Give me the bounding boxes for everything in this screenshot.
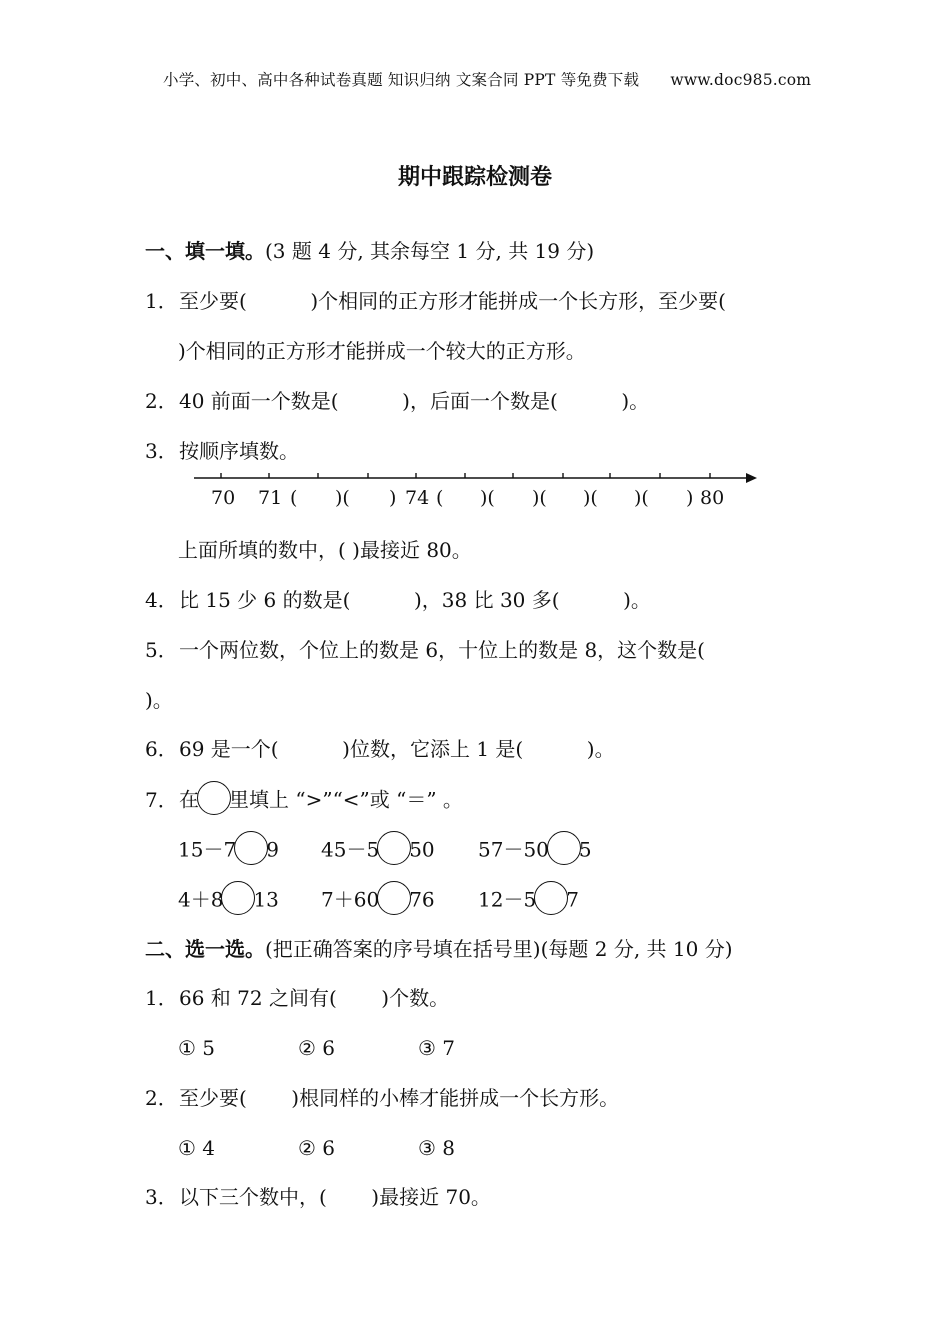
- nl-blank: )(: [634, 487, 649, 509]
- s1-q3-after: 上面所填的数中，( )最接近 80。: [178, 538, 472, 562]
- s1-q2: [145, 386, 649, 416]
- s1-q3-number: 3．: [145, 439, 178, 463]
- s1-q7-post: 里填上 “>”“<”或 “＝” 。: [229, 787, 463, 812]
- s1-q3-text: 按顺序填数。: [179, 439, 299, 463]
- section2-title: 二、选一选。: [145, 937, 265, 961]
- compare-circle[interactable]: [221, 881, 255, 915]
- s1-q1-number: 1．: [145, 289, 178, 313]
- s1-q6-text: 69 是一个( )位数，它添上 1 是( )。: [179, 737, 615, 761]
- s2-q2-options: [178, 1133, 538, 1163]
- compare-row-2: [178, 884, 579, 918]
- s1-q1-text-line1: 至少要( )个相同的正方形才能拼成一个长方形，至少要(: [179, 289, 726, 313]
- compare-circle[interactable]: [534, 881, 568, 915]
- compare-circle[interactable]: [377, 881, 411, 915]
- compare-right: 50: [409, 837, 435, 862]
- nl-label-71: 71: [258, 487, 283, 509]
- compare-right: 7: [566, 887, 579, 912]
- s2-q3: [145, 1182, 491, 1212]
- compare-left: 45－5: [321, 837, 380, 862]
- nl-blank: )(: [335, 487, 350, 509]
- option-1[interactable]: ① 5: [178, 1036, 216, 1060]
- s2-q1-number: 1．: [145, 986, 178, 1010]
- s1-q7-pre: 在: [179, 787, 199, 812]
- nl-blank-close: ): [686, 487, 694, 509]
- compare-right: 13: [253, 887, 279, 912]
- header-text: 小学、初中、高中各种试卷真题 知识归纳 文案合同 PPT 等免费下载: [163, 71, 640, 89]
- s1-q6-number: 6．: [145, 737, 178, 761]
- compare-left: 7＋60: [321, 887, 380, 912]
- s1-q2-text: 40 前面一个数是( )，后面一个数是( )。: [179, 389, 650, 413]
- s1-q6: [145, 734, 615, 764]
- nl-blank: )(: [583, 487, 598, 509]
- s1-q1-line1: [145, 286, 726, 316]
- nl-label-74: 74: [405, 487, 430, 509]
- nl-blank-open: (: [436, 487, 444, 509]
- compare-circle[interactable]: [377, 831, 411, 865]
- option-3[interactable]: ③ 8: [418, 1136, 456, 1160]
- page-header: [163, 68, 811, 90]
- s2-q2-number: 2．: [145, 1086, 178, 1110]
- nl-blank-close: ): [389, 487, 397, 509]
- s1-q2-number: 2．: [145, 389, 178, 413]
- section1-note: (3 题 4 分, 其余每空 1 分, 共 19 分): [265, 239, 595, 263]
- s2-q2-text: 至少要( )根同样的小棒才能拼成一个长方形。: [179, 1086, 620, 1110]
- compare-right: 9: [266, 837, 279, 862]
- s2-q1-text: 66 和 72 之间有( )个数。: [179, 986, 450, 1010]
- s1-q7-number: 7．: [145, 787, 178, 812]
- compare-left: 15－7: [178, 837, 237, 862]
- compare-circle[interactable]: [234, 831, 268, 865]
- nl-blank: )(: [532, 487, 547, 509]
- s2-q2: [145, 1083, 619, 1113]
- page-title: 期中跟踪检测卷: [397, 165, 552, 190]
- compare-right: 76: [409, 887, 435, 912]
- compare-row-1: [178, 834, 592, 868]
- compare-left: 12－5: [478, 887, 537, 912]
- s1-q4-text: 比 15 少 6 的数是( )，38 比 30 多( )。: [179, 588, 651, 612]
- section1-title: 一、填一填。: [145, 239, 265, 263]
- compare-circle-icon: [197, 781, 231, 815]
- nl-blank: )(: [480, 487, 495, 509]
- header-url[interactable]: www.doc985.com: [670, 71, 812, 89]
- s1-q1-text-line2: )个相同的正方形才能拼成一个较大的正方形。: [178, 339, 586, 363]
- nl-blank-open: (: [290, 487, 298, 509]
- option-1[interactable]: ① 4: [178, 1136, 216, 1160]
- compare-left: 57－50: [478, 837, 549, 862]
- s1-q5-text-line1: 一个两位数，个位上的数是 6，十位上的数是 8，这个数是(: [179, 638, 705, 662]
- option-3[interactable]: ③ 7: [418, 1036, 456, 1060]
- compare-circle[interactable]: [547, 831, 581, 865]
- nl-label-80: 80: [700, 487, 725, 509]
- s1-q7: [145, 784, 463, 818]
- compare-right: 5: [578, 837, 592, 862]
- s2-q3-text: 以下三个数中，( )最接近 70。: [179, 1185, 491, 1209]
- s1-q5-text-line2: )。: [145, 688, 173, 712]
- s1-q5-line1: [145, 635, 705, 665]
- option-2[interactable]: ② 6: [298, 1036, 336, 1060]
- s2-q1-options: [178, 1033, 538, 1063]
- section1-heading: [145, 236, 594, 266]
- s2-q1: [145, 983, 449, 1013]
- section2-heading: [145, 934, 733, 964]
- s1-q4-number: 4．: [145, 588, 178, 612]
- section2-note: (把正确答案的序号填在括号里)(每题 2 分, 共 10 分): [265, 937, 733, 961]
- s1-q5-number: 5．: [145, 638, 178, 662]
- s1-q3: [145, 436, 299, 466]
- s1-q4: [145, 585, 651, 615]
- s2-q3-number: 3．: [145, 1185, 178, 1209]
- option-2[interactable]: ② 6: [298, 1136, 336, 1160]
- compare-left: 4＋8: [178, 887, 224, 912]
- nl-label-70: 70: [211, 487, 236, 509]
